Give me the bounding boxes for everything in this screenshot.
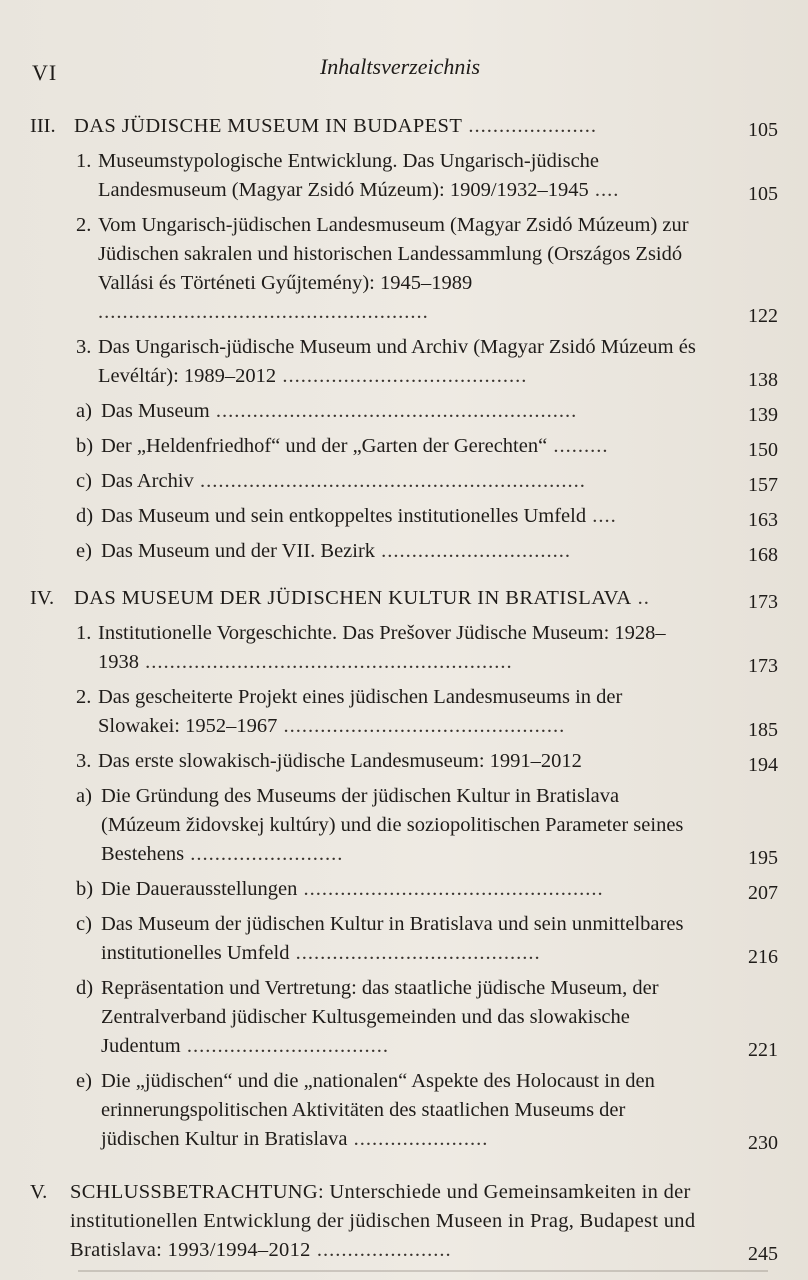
toc-item: e) Die „jüdischen“ und die „nationalen“ Aspekte des Holocaust in den erinnerungspolitischen Aktivitäten des staatlichen Museums der jüdischen Kultur in Bratislava ...................... 230 [0,1067,808,1154]
item-text: Das Museum der jüdischen Kultur in Bratislava und sein unmittelbares institutionelles Umfeld [101,913,684,964]
toc-item: d) Das Museum und sein entkoppeltes institutionelles Umfeld .... 163 [0,502,808,531]
toc-item: a) Das Museum ........................................................... 139 [0,397,808,426]
page-ref: 195 [748,847,778,869]
section-number: III. [30,115,56,137]
item-text: Das Archiv [101,470,194,492]
page-ref: 216 [748,946,778,968]
item-number: 1. [76,150,92,172]
item-number: 2. [76,686,92,708]
page-ref: 173 [748,591,778,613]
item-number: 2. [76,214,92,236]
page-ref: 230 [748,1132,778,1154]
toc-item: 1. Institutionelle Vorgeschichte. Das Prešover Jüdische Museum: 1928–1938 ............................................................ 173 [0,619,808,677]
page-ref: 245 [748,1243,778,1265]
page-ref: 157 [748,474,778,496]
item-number: 3. [76,750,92,772]
item-text: Die Gründung des Museums der jüdischen Kultur in Bratislava (Múzeum židovskej kultúry) und die soziopolitischen Parameter seines Bestehens [101,785,684,865]
item-number: d) [76,505,94,527]
toc-item: b) Der „Heldenfriedhof“ und der „Garten der Gerechten“ ......... 150 [0,432,808,461]
item-text: Repräsentation und Vertretung: das staatliche jüdische Museum, der Zentralverband jüdischer Kultusgemeinden und das slowakische Judentum [101,977,659,1057]
section-title: DAS MUSEUM DER JÜDISCHEN KULTUR IN BRATISLAVA [74,587,632,609]
toc-section-iv: IV. DAS MUSEUM DER JÜDISCHEN KULTUR IN BRATISLAVA .. 173 [0,584,808,613]
item-number: 1. [76,622,92,644]
item-number: a) [76,400,92,422]
item-text: Museumstypologische Entwicklung. Das Ungarisch-jüdische Landesmuseum (Magyar Zsidó Múzeum): 1909/1932–1945 [98,150,600,201]
item-number: b) [76,878,94,900]
toc-item: 3. Das Ungarisch-jüdische Museum und Archiv (Magyar Zsidó Múzeum és Levéltár): 1989–2012 ........................................ 138 [0,333,808,391]
next-line-cutoff [78,1270,768,1272]
section-title: SCHLUSSBETRACHTUNG: Unterschiede und Gemeinsamkeiten in der institutionellen Entwicklung der jüdischen Museen in Prag, Budapest und Bratislava: 1993/1994–2012 [70,1181,696,1261]
running-head: Inhaltsverzeichnis [319,54,481,79]
item-number: d) [76,977,94,999]
item-text: Die Dauerausstellungen [101,878,298,900]
toc-section-v: V. SCHLUSSBETRACHTUNG: Unterschiede und Gemeinsamkeiten in der institutionellen Entwicklung der jüdischen Museen in Prag, Budapest und Bratislava: 1993/1994–2012 ...................... 245 [0,1178,808,1265]
toc-item: d) Repräsentation und Vertretung: das staatliche jüdische Museum, der Zentralverband jüdischer Kultusgemeinden und das slowakische Judentum ................................. 221 [0,974,808,1061]
item-number: b) [76,435,94,457]
toc-item: e) Das Museum und der VII. Bezirk ............................... 168 [0,537,808,566]
item-text: Das Museum und der VII. Bezirk [101,540,376,562]
item-number: e) [76,540,92,562]
item-text: Das erste slowakisch-jüdische Landesmuseum: 1991–2012 [98,750,582,772]
page-ref: 168 [748,544,778,566]
item-number: c) [76,913,92,935]
page-ref: 194 [748,754,778,776]
table-of-contents [0,112,808,1265]
page-ref: 185 [748,719,778,741]
page-ref: 150 [748,439,778,461]
toc-item: a) Die Gründung des Museums der jüdischen Kultur in Bratislava (Múzeum židovskej kultúry) und die soziopolitischen Parameter seines Bestehens ......................... 195 [0,782,808,869]
toc-item [0,747,808,776]
toc-item: c) Das Archiv ............................................................... 157 [0,467,808,496]
page-ref: 105 [748,183,778,205]
page-ref: 138 [748,369,778,391]
page-number: VI [32,60,58,85]
toc-item: b) Die Dauerausstellungen ................................................. 207 [0,875,808,904]
item-number: c) [76,470,92,492]
page-ref: 207 [748,882,778,904]
item-text: Der „Heldenfriedhof“ und der „Garten der Gerechten“ [101,435,548,457]
item-number: 3. [76,336,92,358]
item-text: Das gescheiterte Projekt eines jüdischen Landesmuseums in der Slowakei: 1952–1967 [98,686,623,737]
page-ref: 122 [748,305,778,327]
toc-item: 1. Museumstypologische Entwicklung. Das Ungarisch-jüdische Landesmuseum (Magyar Zsidó Múzeum): 1909/1932–1945 .... 105 [0,147,808,205]
page-ref: 105 [748,119,778,141]
toc-item: 2. Vom Ungarisch-jüdischen Landesmuseum (Magyar Zsidó Múzeum) zur Jüdischen sakralen und historischen Landessammlung (Országos Zsidó Vallási és Történeti Gyűjtemény): 1945–1989 ...................................................... 122 [0,211,808,327]
page-ref: 221 [748,1039,778,1061]
toc-item: 2. Das gescheiterte Projekt eines jüdischen Landesmuseums in der Slowakei: 1952–1967 .............................................. 185 [0,683,808,741]
item-text: Die „jüdischen“ und die „nationalen“ Aspekte des Holocaust in den erinnerungspolitischen Aktivitäten des staatlichen Museums der jüdischen Kultur in Bratislava [101,1070,655,1150]
page-ref: 139 [748,404,778,426]
item-text: Institutionelle Vorgeschichte. Das Prešover Jüdische Museum: 1928–1938 [98,622,666,673]
page-ref: 163 [748,509,778,531]
section-number: IV. [30,587,55,609]
toc-section-iii: III. DAS JÜDISCHE MUSEUM IN BUDAPEST ..................... 105 [0,112,808,141]
item-text: Vom Ungarisch-jüdischen Landesmuseum (Magyar Zsidó Múzeum) zur Jüdischen sakralen und historischen Landessammlung (Országos Zsidó Vallási és Történeti Gyűjtemény): 1945–1989 [98,214,689,294]
item-text: Das Museum [101,400,210,422]
page-ref: 173 [748,655,778,677]
item-number: e) [76,1070,92,1092]
section-number: V. [30,1181,48,1203]
page-header [32,52,768,86]
item-text: Das Museum und sein entkoppeltes institutionelles Umfeld [101,505,587,527]
section-title: DAS JÜDISCHE MUSEUM IN BUDAPEST [74,115,463,137]
item-number: a) [76,785,92,807]
toc-item: c) Das Museum der jüdischen Kultur in Bratislava und sein unmittelbares institutionelles Umfeld ........................................ 216 [0,910,808,968]
item-text: Das Ungarisch-jüdische Museum und Archiv (Magyar Zsidó Múzeum és Levéltár): 1989–2012 [98,336,696,387]
